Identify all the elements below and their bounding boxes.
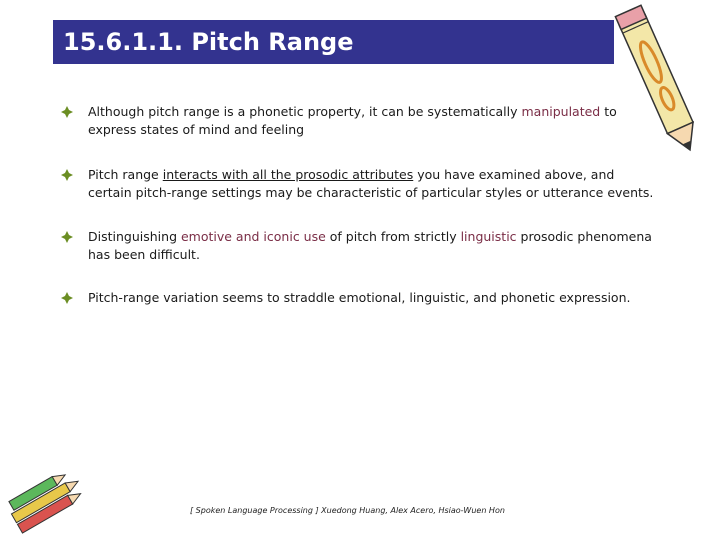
slide-title: 15.6.1.1. Pitch Range xyxy=(63,28,354,56)
bullet-text: prosodic phenomena has been difficult. xyxy=(88,229,652,262)
crayons-clipart-icon xyxy=(4,472,94,538)
bullet-text: to express states of mind and feeling xyxy=(88,104,617,137)
bullet-text: of pitch from strictly xyxy=(325,229,461,244)
bullet-underlined: interacts with all the prosodic attributes xyxy=(162,167,414,182)
bullet-text: Although pitch range is a phonetic property, it can be systematically xyxy=(88,104,522,119)
bullet-item xyxy=(60,289,660,307)
diamond-bullet-icon xyxy=(60,230,74,244)
bullet-list xyxy=(60,103,660,307)
bullet-text: Pitch-range variation seems to straddle emotional, linguistic, and phonetic expression. xyxy=(88,290,631,305)
bullet-text: Pitch range xyxy=(88,167,163,182)
bullet-highlight: linguistic xyxy=(460,229,517,244)
title-bar xyxy=(53,20,614,64)
bullet-text: Distinguishing xyxy=(88,229,181,244)
bullet-highlight: manipulated xyxy=(521,104,601,119)
bullet-text: you have examined above, and certain pitch-range settings may be characteristic of particular styles or utterance events. xyxy=(88,167,654,200)
diamond-bullet-icon xyxy=(60,168,74,182)
footer-citation: [ Spoken Language Processing ] Xuedong Huang, Alex Acero, Hsiao-Wuen Hon xyxy=(190,506,505,515)
bullet-highlight: emotive and iconic use xyxy=(180,229,326,244)
diamond-bullet-icon xyxy=(60,105,74,119)
bullet-item xyxy=(60,166,660,202)
diamond-bullet-icon xyxy=(60,291,74,305)
bullet-item xyxy=(60,103,660,139)
bullet-item xyxy=(60,228,660,264)
